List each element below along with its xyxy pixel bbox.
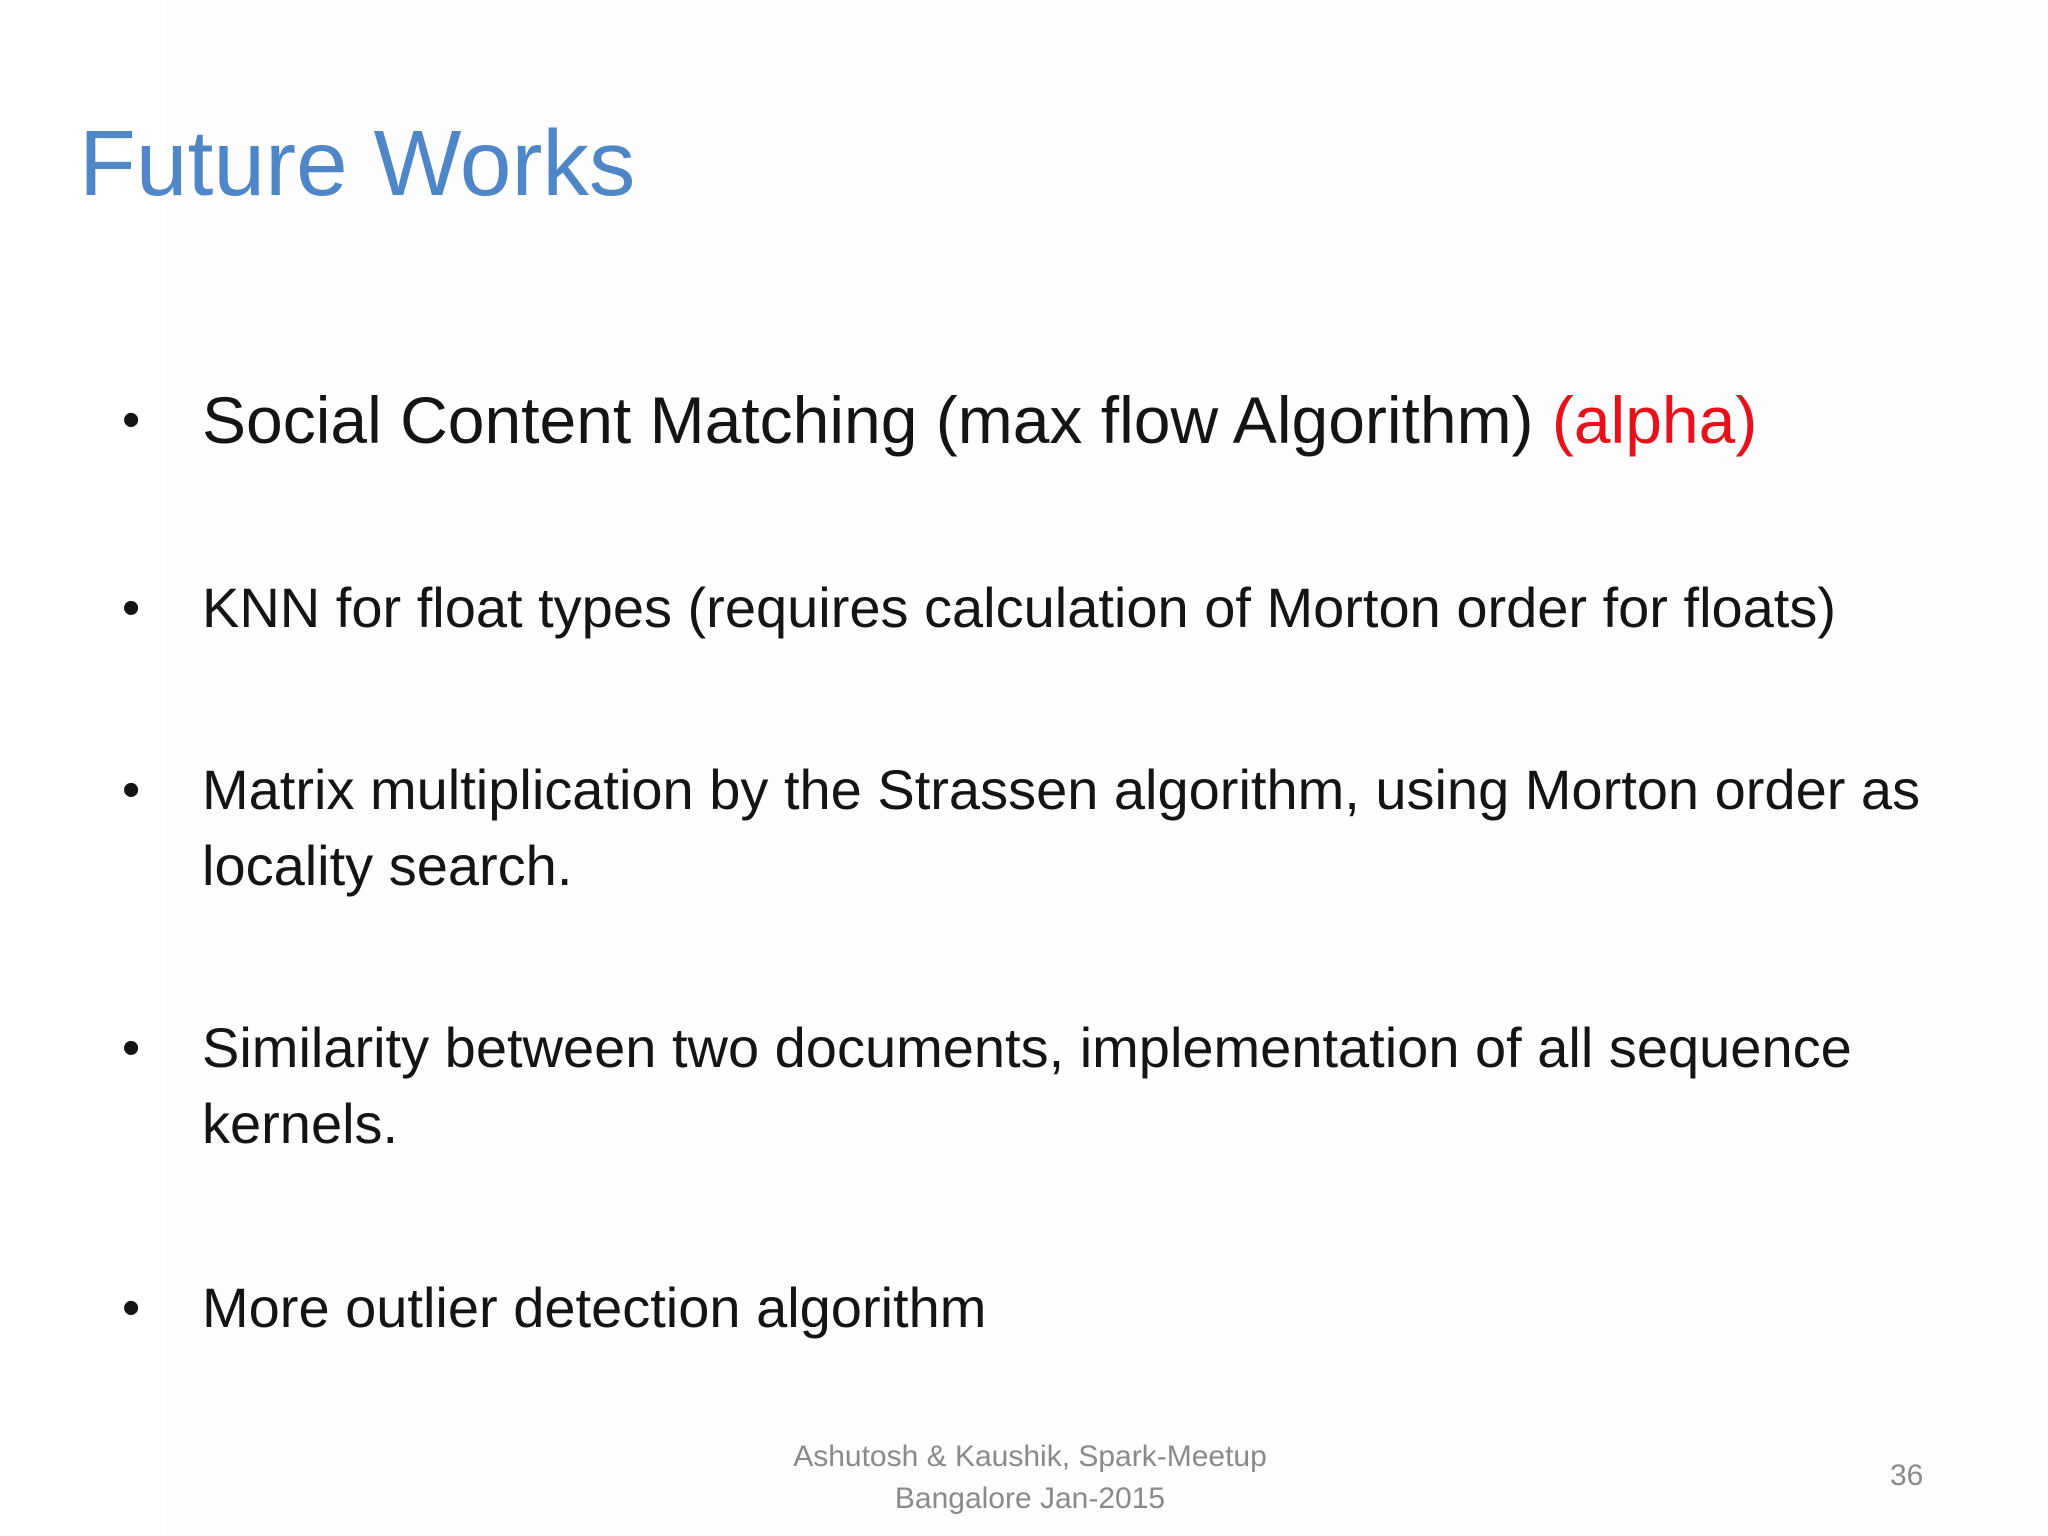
page-number: 36: [1890, 1459, 1924, 1492]
bullet-text: KNN for float types (requires calculation of Morton order for floats): [202, 576, 1837, 639]
bullet-icon: •: [122, 1019, 141, 1077]
footer-event: Bangalore Jan-2015: [894, 1482, 1166, 1515]
bullet-main-text: Social Content Matching (max flow Algorithm): [202, 383, 1552, 457]
bullet-icon: •: [122, 1279, 141, 1337]
bullet-item-4: [122, 1010, 2022, 1162]
footer-authors: Ashutosh & Kaushik, Spark-Meetup: [793, 1440, 1267, 1473]
alpha-tag: (alpha): [1551, 383, 1758, 457]
bullet-item-3: [122, 752, 2022, 904]
bullet-text: Matrix multiplication by the Strassen algorithm, using Morton order as locality search.: [202, 758, 1921, 897]
bullet-icon: •: [122, 391, 141, 449]
bullet-icon: •: [122, 761, 141, 819]
bullet-text: More outlier detection algorithm: [202, 1276, 987, 1339]
bullet-item-5: [122, 1270, 2022, 1346]
bullet-text: [202, 378, 2022, 462]
bullet-item-2: [122, 570, 2022, 646]
slide-footer: [730, 1436, 1330, 1520]
bullet-item-1: [122, 378, 2022, 462]
slide-title: Future Works: [79, 111, 636, 215]
bullet-icon: •: [122, 579, 141, 637]
bullet-text: Similarity between two documents, implementation of all sequence kernels.: [202, 1016, 1852, 1155]
